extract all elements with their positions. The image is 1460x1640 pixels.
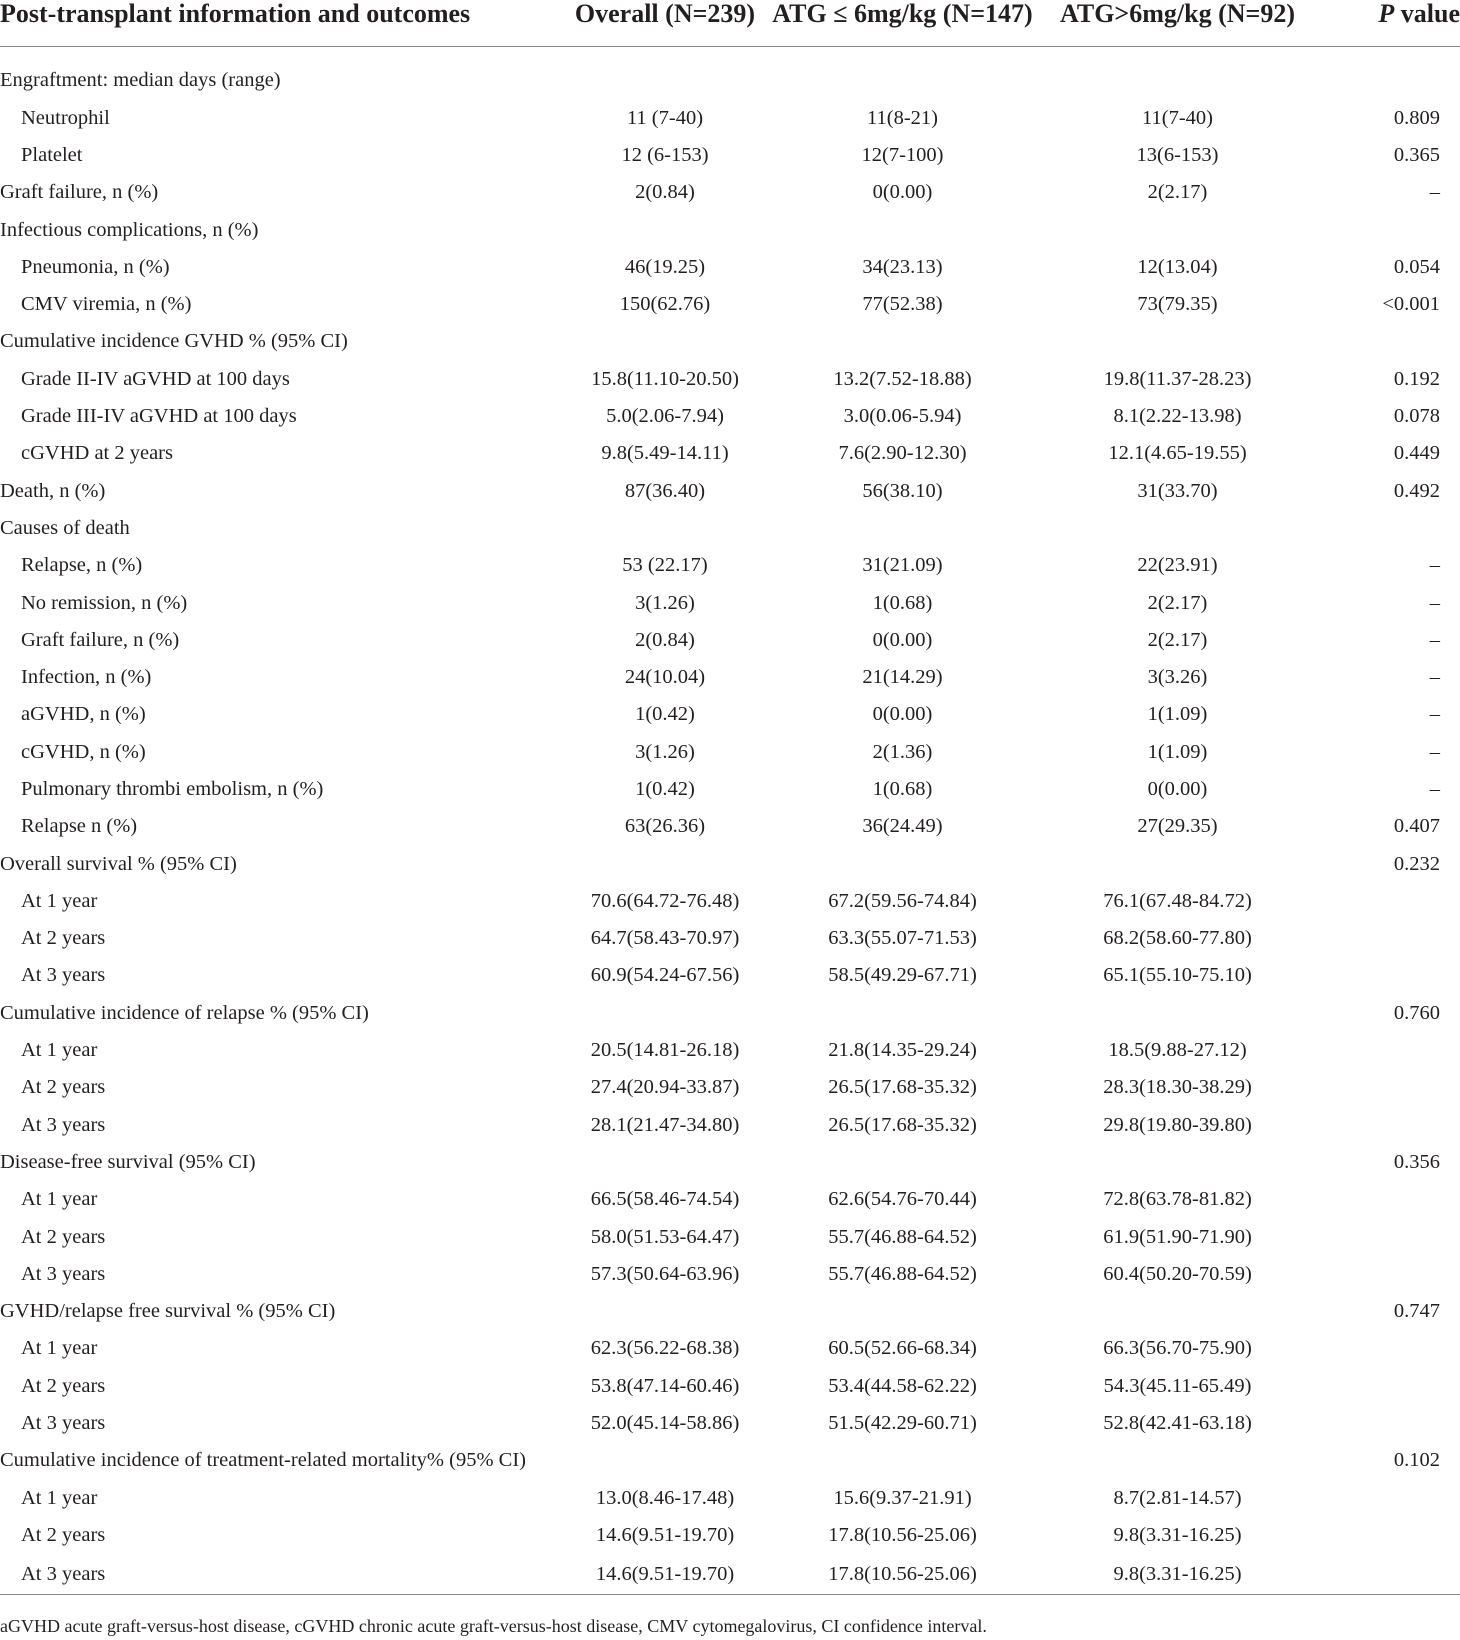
atg-high-value-cell xyxy=(1035,509,1320,546)
overall-value-cell xyxy=(560,509,770,546)
overall-value-cell xyxy=(560,1442,770,1479)
atg-low-value-cell xyxy=(770,47,1035,100)
p-value-cell xyxy=(1320,1069,1460,1106)
overall-value-cell: 150(62.76) xyxy=(619,293,711,316)
row-label-cell: Graft failure, n (%) xyxy=(0,181,159,204)
atg-low-value-cell: 1(0.68) xyxy=(872,591,933,614)
p-value-cell: – xyxy=(1429,591,1440,614)
table-row xyxy=(0,882,1460,919)
atg-low-value-cell: 56(38.10) xyxy=(862,479,943,502)
atg-high-value-cell: 8.7(2.81-14.57) xyxy=(1113,1486,1242,1509)
atg-low-value-cell: 0(0.00) xyxy=(872,181,933,204)
atg-low-value-cell xyxy=(770,845,1035,882)
atg-low-value-cell: 26.5(17.68-35.32) xyxy=(828,1113,977,1136)
p-value-cell xyxy=(1320,957,1460,994)
row-label-cell: At 1 year xyxy=(21,1039,98,1062)
p-value-cell: – xyxy=(1429,666,1440,689)
atg-low-value-cell: 60.5(52.66-68.34) xyxy=(828,1337,977,1360)
atg-high-value-cell: 2(2.17) xyxy=(1147,181,1208,204)
atg-high-value-cell xyxy=(1035,1442,1320,1479)
p-value-cell xyxy=(1320,1255,1460,1292)
overall-value-cell: 28.1(21.47-34.80) xyxy=(590,1113,740,1136)
atg-high-value-cell: 68.2(58.60-77.80) xyxy=(1103,927,1252,950)
atg-low-value-cell: 1(0.68) xyxy=(872,777,933,800)
p-value-cell: 0.232 xyxy=(1393,852,1440,875)
atg-high-value-cell xyxy=(1035,1293,1320,1330)
row-label-cell: At 1 year xyxy=(21,889,98,912)
overall-value-cell: 66.5(58.46-74.54) xyxy=(590,1188,740,1211)
atg-high-value-cell: 9.8(3.31-16.25) xyxy=(1113,1523,1242,1546)
row-label-cell: At 2 years xyxy=(21,1374,106,1397)
row-label-cell: No remission, n (%) xyxy=(21,591,188,614)
table-row xyxy=(0,397,1460,434)
atg-high-value-cell: 2(2.17) xyxy=(1147,628,1208,651)
table-row xyxy=(0,1143,1460,1180)
atg-low-value-cell: 15.6(9.37-21.91) xyxy=(833,1486,972,1509)
p-value-cell: – xyxy=(1429,554,1440,577)
overall-value-cell: 2(0.84) xyxy=(635,628,695,651)
row-label-cell: Death, n (%) xyxy=(0,479,106,502)
row-label-cell: At 1 year xyxy=(21,1486,98,1509)
table-row xyxy=(0,1218,1460,1255)
row-label-cell: Cumulative incidence GVHD % (95% CI) xyxy=(0,330,348,353)
atg-low-value-cell: 17.8(10.56-25.06) xyxy=(828,1523,977,1546)
row-label-cell: At 2 years xyxy=(21,1225,106,1248)
overall-value-cell: 24(10.04) xyxy=(624,666,706,689)
atg-low-value-cell xyxy=(770,1143,1035,1180)
atg-low-value-cell: 58.5(49.29-67.71) xyxy=(828,964,977,987)
atg-high-value-cell: 1(1.09) xyxy=(1147,740,1208,763)
table-row xyxy=(0,1404,1460,1441)
atg-high-value-cell: 54.3(45.11-65.49) xyxy=(1103,1374,1252,1397)
atg-high-value-cell: 18.5(9.88-27.12) xyxy=(1108,1039,1247,1062)
row-label-cell: CMV viremia, n (%) xyxy=(21,293,192,316)
atg-low-value-cell xyxy=(770,509,1035,546)
overall-value-cell: 1(0.42) xyxy=(635,777,695,800)
p-value-word: value xyxy=(1394,0,1460,28)
atg-high-value-cell: 3(3.26) xyxy=(1147,666,1208,689)
header-atg-low-column: ATG ≤ 6mg/kg (N=147) xyxy=(770,0,1035,47)
atg-high-value-cell: 13(6-153) xyxy=(1136,143,1219,166)
overall-value-cell: 52.0(45.14-58.86) xyxy=(590,1412,740,1435)
p-value-cell: – xyxy=(1429,777,1440,800)
p-value-cell: 0.102 xyxy=(1393,1449,1440,1472)
p-value-cell xyxy=(1320,1516,1460,1553)
p-value-cell: 0.449 xyxy=(1393,442,1440,465)
atg-low-value-cell xyxy=(770,994,1035,1031)
table-row xyxy=(0,211,1460,248)
p-value-cell xyxy=(1320,509,1460,546)
p-value-cell xyxy=(1320,323,1460,360)
overall-value-cell: 14.6(9.51-19.70) xyxy=(595,1523,735,1546)
p-value-cell: – xyxy=(1429,181,1440,204)
table-row xyxy=(0,770,1460,807)
row-label-cell: At 3 years xyxy=(21,1262,106,1285)
table-row xyxy=(0,1554,1460,1595)
table-footnote: aGVHD acute graft-versus-host disease, cGVHD chronic acute graft-versus-host disease, CMV cytomegalovirus, CI confidence interval. xyxy=(0,1616,987,1636)
table-row xyxy=(0,47,1460,100)
overall-value-cell: 20.5(14.81-26.18) xyxy=(590,1039,740,1062)
header-p-value-column xyxy=(1320,0,1460,47)
overall-value-cell: 70.6(64.72-76.48) xyxy=(590,889,740,912)
table-row xyxy=(0,1367,1460,1404)
atg-low-value-cell: 12(7-100) xyxy=(861,143,944,166)
row-label-cell: At 2 years xyxy=(21,927,106,950)
atg-high-value-cell: 19.8(11.37-28.23) xyxy=(1103,367,1252,390)
atg-high-value-cell: 28.3(18.30-38.29) xyxy=(1103,1076,1252,1099)
table-row xyxy=(0,1516,1460,1553)
p-value-cell xyxy=(1320,211,1460,248)
atg-low-value-cell: 55.7(46.88-64.52) xyxy=(828,1225,977,1248)
table-row xyxy=(0,1479,1460,1516)
row-label-cell: At 1 year xyxy=(21,1337,98,1360)
table-row xyxy=(0,696,1460,733)
atg-low-value-cell: 63.3(55.07-71.53) xyxy=(828,927,977,950)
atg-high-value-cell: 9.8(3.31-16.25) xyxy=(1035,1554,1320,1595)
row-label-cell: At 3 years xyxy=(21,1113,106,1136)
overall-value-cell: 62.3(56.22-68.38) xyxy=(590,1337,740,1360)
row-label-cell: cGVHD, n (%) xyxy=(21,740,146,763)
atg-low-value-cell xyxy=(770,323,1035,360)
atg-high-value-cell: 11(7-40) xyxy=(1142,106,1213,129)
p-value-cell: 0.760 xyxy=(1393,1001,1440,1024)
row-label-cell: Infectious complications, n (%) xyxy=(0,218,259,241)
row-label-cell: At 3 years xyxy=(21,964,106,987)
p-value-cell: 0.747 xyxy=(1393,1300,1440,1323)
overall-value-cell: 58.0(51.53-64.47) xyxy=(590,1225,740,1248)
atg-high-value-cell xyxy=(1035,47,1320,100)
overall-value-cell: 53 (22.17) xyxy=(622,554,708,577)
p-value-cell xyxy=(1320,1330,1460,1367)
atg-high-value-cell: 12.1(4.65-19.55) xyxy=(1108,442,1247,465)
p-value-cell: – xyxy=(1429,703,1440,726)
row-label-cell: Causes of death xyxy=(0,516,130,539)
overall-value-cell xyxy=(560,845,770,882)
row-label-cell: Grade III-IV aGVHD at 100 days xyxy=(21,405,297,428)
overall-value-cell: 60.9(54.24-67.56) xyxy=(590,964,740,987)
table-header xyxy=(0,0,1460,47)
atg-low-value-cell: 13.2(7.52-18.88) xyxy=(833,367,972,390)
table-row xyxy=(0,547,1460,584)
atg-low-value-cell xyxy=(770,1293,1035,1330)
overall-value-cell: 9.8(5.49-14.11) xyxy=(601,442,729,465)
row-label-cell: Neutrophil xyxy=(21,106,110,129)
table-row xyxy=(0,248,1460,285)
overall-value-cell: 3(1.26) xyxy=(635,740,695,763)
atg-low-value-cell: 21.8(14.35-29.24) xyxy=(828,1039,977,1062)
table-row xyxy=(0,1255,1460,1292)
p-value-cell: 0.356 xyxy=(1393,1150,1440,1173)
row-label-cell: cGVHD at 2 years xyxy=(21,442,173,465)
row-label-cell: Graft failure, n (%) xyxy=(21,628,180,651)
table-body xyxy=(0,47,1460,1595)
row-label-cell: aGVHD, n (%) xyxy=(21,703,146,726)
p-value-cell: – xyxy=(1429,740,1440,763)
atg-low-value-cell: 36(24.49) xyxy=(862,815,943,838)
atg-high-value-cell: 29.8(19.80-39.80) xyxy=(1103,1113,1252,1136)
table-row xyxy=(0,584,1460,621)
atg-low-value-cell xyxy=(770,1442,1035,1479)
atg-low-value-cell: 0(0.00) xyxy=(872,703,933,726)
table-row xyxy=(0,1293,1460,1330)
atg-high-value-cell: 8.1(2.22-13.98) xyxy=(1113,405,1242,428)
row-label-cell: At 2 years xyxy=(21,1523,106,1546)
atg-low-value-cell xyxy=(770,211,1035,248)
overall-value-cell: 57.3(50.64-63.96) xyxy=(590,1262,740,1285)
table-row xyxy=(0,1330,1460,1367)
atg-high-value-cell: 31(33.70) xyxy=(1137,479,1218,502)
p-value-cell: 0.407 xyxy=(1393,815,1440,838)
p-value-cell xyxy=(1320,1554,1460,1595)
atg-high-value-cell: 65.1(55.10-75.10) xyxy=(1103,964,1252,987)
table-row xyxy=(0,323,1460,360)
overall-value-cell: 12 (6-153) xyxy=(621,143,709,166)
p-value-cell xyxy=(1320,1218,1460,1255)
p-value-cell: 0.192 xyxy=(1393,367,1440,390)
table-row xyxy=(0,472,1460,509)
atg-high-value-cell xyxy=(1035,211,1320,248)
overall-value-cell: 5.0(2.06-7.94) xyxy=(606,405,724,428)
atg-low-value-cell: 53.4(44.58-62.22) xyxy=(828,1374,977,1397)
atg-low-value-cell: 3.0(0.06-5.94) xyxy=(843,405,962,428)
table-row xyxy=(0,509,1460,546)
overall-value-cell: 13.0(8.46-17.48) xyxy=(595,1486,735,1509)
overall-value-cell: 3(1.26) xyxy=(635,591,695,614)
table-row xyxy=(0,174,1460,211)
overall-value-cell: 15.8(11.10-20.50) xyxy=(591,367,739,390)
row-label-cell: Infection, n (%) xyxy=(21,666,152,689)
overall-value-cell: 2(0.84) xyxy=(635,181,695,204)
atg-low-value-cell: 31(21.09) xyxy=(862,554,943,577)
overall-value-cell xyxy=(560,47,770,100)
overall-value-cell: 64.7(58.43-70.97) xyxy=(590,927,740,950)
overall-value-cell xyxy=(560,994,770,1031)
atg-high-value-cell: 22(23.91) xyxy=(1137,554,1218,577)
atg-low-value-cell: 51.5(42.29-60.71) xyxy=(828,1412,977,1435)
row-label-cell: Relapse n (%) xyxy=(21,815,138,838)
overall-value-cell xyxy=(560,323,770,360)
header-label-column: Post-transplant information and outcomes xyxy=(0,0,560,47)
p-value-cell xyxy=(1320,882,1460,919)
header-overall-column: Overall (N=239) xyxy=(560,0,770,47)
p-value-cell xyxy=(1320,1106,1460,1143)
overall-value-cell: 1(0.42) xyxy=(635,703,695,726)
overall-value-cell: 46(19.25) xyxy=(624,255,706,278)
overall-value-cell: 53.8(47.14-60.46) xyxy=(590,1374,740,1397)
atg-high-value-cell xyxy=(1035,845,1320,882)
overall-value-cell xyxy=(560,211,770,248)
overall-value-cell: 27.4(20.94-33.87) xyxy=(590,1076,740,1099)
p-value-cell: 0.492 xyxy=(1393,479,1440,502)
table-row xyxy=(0,99,1460,136)
table-row xyxy=(0,136,1460,173)
p-value-cell: 0.078 xyxy=(1393,405,1440,428)
row-label-cell: Disease-free survival (95% CI) xyxy=(0,1150,256,1173)
atg-low-value-cell: 11(8-21) xyxy=(867,106,938,129)
p-value-cell xyxy=(1320,1181,1460,1218)
p-value-cell: <0.001 xyxy=(1382,293,1440,316)
table-row xyxy=(0,285,1460,322)
row-label-cell: At 1 year xyxy=(21,1188,98,1211)
p-value-cell xyxy=(1320,47,1460,100)
table-row xyxy=(0,920,1460,957)
table-row xyxy=(0,994,1460,1031)
row-label-cell: Cumulative incidence of relapse % (95% CI) xyxy=(0,1001,369,1024)
atg-high-value-cell: 60.4(50.20-70.59) xyxy=(1103,1262,1252,1285)
header-row xyxy=(0,0,1460,47)
atg-high-value-cell: 52.8(42.41-63.18) xyxy=(1103,1412,1252,1435)
atg-low-value-cell: 77(52.38) xyxy=(862,293,943,316)
overall-value-cell xyxy=(560,1293,770,1330)
atg-low-value-cell: 34(23.13) xyxy=(862,255,943,278)
row-label-cell: Cumulative incidence of treatment-related mortality% (95% CI) xyxy=(0,1449,526,1472)
atg-high-value-cell xyxy=(1035,323,1320,360)
row-label-cell: GVHD/relapse free survival % (95% CI) xyxy=(0,1300,336,1323)
atg-high-value-cell: 73(79.35) xyxy=(1137,293,1218,316)
atg-high-value-cell: 12(13.04) xyxy=(1137,255,1218,278)
table-row xyxy=(0,845,1460,882)
p-value-cell xyxy=(1320,1479,1460,1516)
atg-high-value-cell: 27(29.35) xyxy=(1137,815,1218,838)
overall-value-cell xyxy=(560,1143,770,1180)
overall-value-cell: 11 (7-40) xyxy=(626,106,704,129)
atg-low-value-cell: 62.6(54.76-70.44) xyxy=(828,1188,977,1211)
row-label-cell: Pneumonia, n (%) xyxy=(21,255,170,278)
table-row xyxy=(0,1442,1460,1479)
table-row xyxy=(0,1106,1460,1143)
atg-high-value-cell: 76.1(67.48-84.72) xyxy=(1103,889,1252,912)
table-row xyxy=(0,621,1460,658)
table-row xyxy=(0,733,1460,770)
p-value-cell xyxy=(1320,920,1460,957)
atg-low-value-cell: 17.8(10.56-25.06) xyxy=(770,1554,1035,1595)
atg-high-value-cell: 2(2.17) xyxy=(1147,591,1208,614)
table-row xyxy=(0,360,1460,397)
atg-low-value-cell: 26.5(17.68-35.32) xyxy=(828,1076,977,1099)
table-row xyxy=(0,808,1460,845)
atg-high-value-cell: 66.3(56.70-75.90) xyxy=(1103,1337,1252,1360)
row-label-cell: Relapse, n (%) xyxy=(21,554,143,577)
atg-low-value-cell: 7.6(2.90-12.30) xyxy=(838,442,967,465)
p-value-cell: 0.809 xyxy=(1393,106,1440,129)
atg-high-value-cell xyxy=(1035,1143,1320,1180)
overall-value-cell: 63(26.36) xyxy=(624,815,706,838)
row-label-cell: At 3 years xyxy=(21,1412,106,1435)
atg-low-value-cell: 0(0.00) xyxy=(872,628,933,651)
p-value-cell: 0.365 xyxy=(1393,143,1440,166)
atg-low-value-cell: 67.2(59.56-74.84) xyxy=(828,889,977,912)
p-value-cell xyxy=(1320,1404,1460,1441)
row-label-cell: Platelet xyxy=(21,143,83,166)
atg-high-value-cell: 61.9(51.90-71.90) xyxy=(1103,1225,1252,1248)
p-value-cell xyxy=(1320,1031,1460,1068)
table-row xyxy=(0,1181,1460,1218)
overall-value-cell: 14.6(9.51-19.70) xyxy=(560,1554,770,1595)
row-label-cell: At 2 years xyxy=(21,1076,106,1099)
table-row xyxy=(0,658,1460,695)
table-row xyxy=(0,435,1460,472)
atg-high-value-cell: 1(1.09) xyxy=(1147,703,1208,726)
row-label-cell: Grade II-IV aGVHD at 100 days xyxy=(21,367,290,390)
p-value-cell: 0.054 xyxy=(1393,255,1440,278)
table-row xyxy=(0,1069,1460,1106)
overall-value-cell: 87(36.40) xyxy=(624,479,706,502)
atg-high-value-cell xyxy=(1035,994,1320,1031)
row-label-cell: Engraftment: median days (range) xyxy=(0,69,281,91)
row-label-cell: Pulmonary thrombi embolism, n (%) xyxy=(21,777,324,800)
atg-high-value-cell: 72.8(63.78-81.82) xyxy=(1103,1188,1252,1211)
header-atg-high-column: ATG>6mg/kg (N=92) xyxy=(1035,0,1320,47)
atg-low-value-cell: 2(1.36) xyxy=(872,740,933,763)
p-value-cell: – xyxy=(1429,628,1440,651)
row-label-cell: At 3 years xyxy=(0,1554,560,1595)
atg-low-value-cell: 55.7(46.88-64.52) xyxy=(828,1262,977,1285)
p-letter: P xyxy=(1378,0,1395,28)
table-row xyxy=(0,957,1460,994)
p-value-cell xyxy=(1320,1367,1460,1404)
atg-high-value-cell: 0(0.00) xyxy=(1147,777,1208,800)
row-label-cell: Overall survival % (95% CI) xyxy=(0,852,237,875)
table-row xyxy=(0,1031,1460,1068)
atg-low-value-cell: 21(14.29) xyxy=(862,666,943,689)
